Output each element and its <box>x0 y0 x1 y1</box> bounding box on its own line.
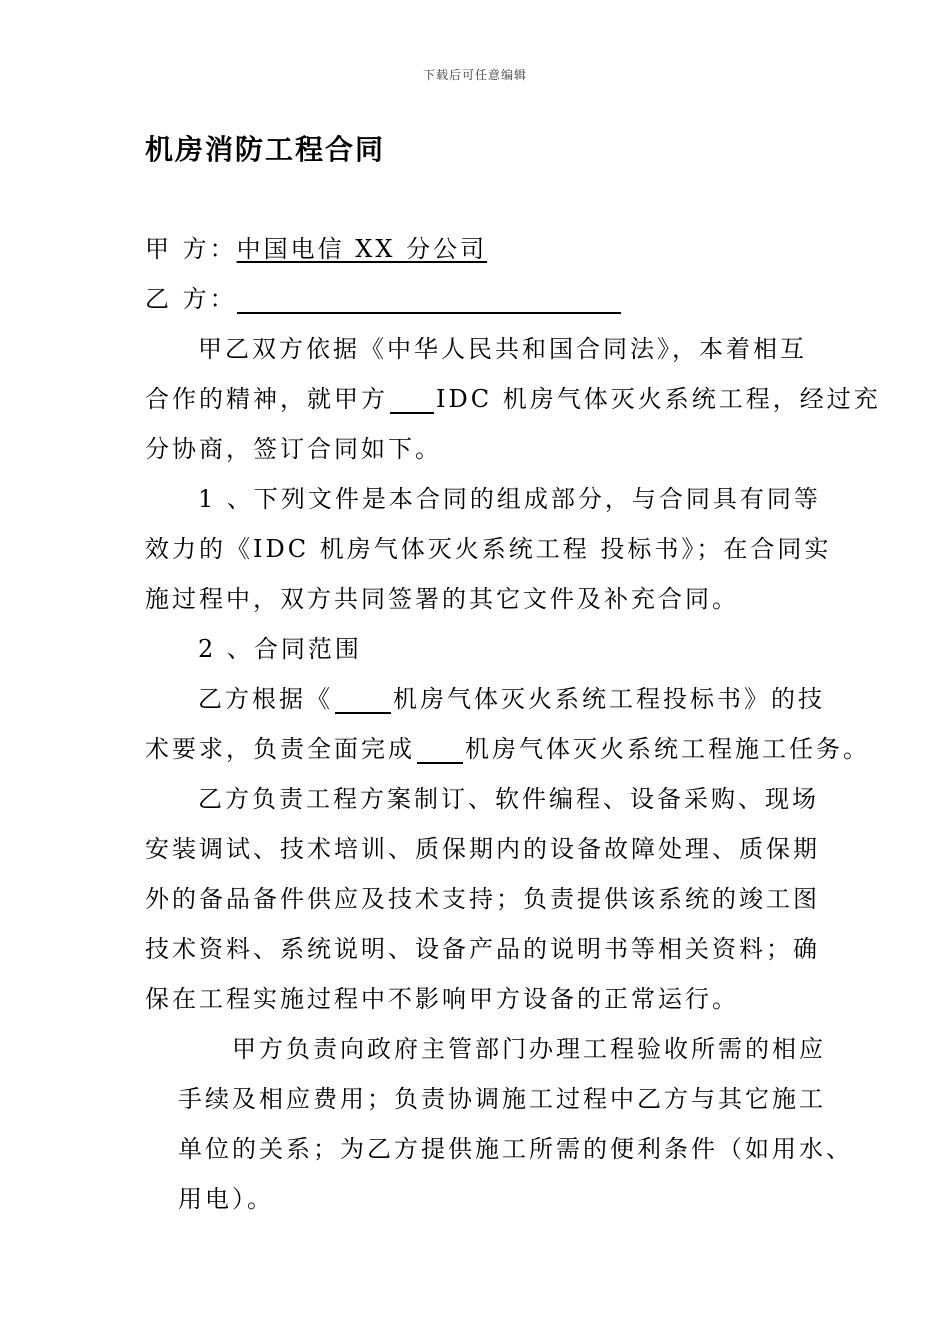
party-b-line <box>145 284 621 314</box>
section2-p1-line-2-b: 机房气体灭火系统工程施工任务。 <box>465 735 870 763</box>
section1-line-3: 施过程中，双方共同签署的其它文件及补充合同。 <box>145 585 739 613</box>
section2-p2-line-5: 保在工程实施过程中不影响甲方设备的正常运行。 <box>145 985 739 1013</box>
section2-p1-line-2 <box>145 734 870 764</box>
section1-line-2: 效力的《IDC 机房气体灭火系统工程 投标书》；在合同实 <box>145 535 832 563</box>
party-a-label: 甲 方： <box>145 235 237 263</box>
intro-line-2 <box>145 384 881 414</box>
section2-p3-line-2: 手续及相应费用；负责协调施工过程中乙方与其它施工 <box>178 1085 826 1113</box>
intro-line-2-b: IDC 机房气体灭火系统工程，经过充 <box>436 385 881 413</box>
party-a-value: 中国电信 XX 分公司 <box>236 235 488 263</box>
party-b-blank <box>237 290 621 314</box>
section2-blank-1 <box>335 690 391 714</box>
section2-p1-line-1 <box>198 684 825 714</box>
party-a-line <box>145 234 487 264</box>
section2-p2-line-2: 安装调试、技术培训、质保期内的设备故障处理、质保期 <box>145 835 820 863</box>
intro-line-2-a: 合作的精神，就甲方 <box>145 385 388 413</box>
section2-p1-line-2-a: 术要求，负责全面完成 <box>145 735 415 763</box>
document-title: 机房消防工程合同 <box>145 133 386 166</box>
section2-p1-line-1-b: 机房气体灭火系统工程投标书》的技 <box>393 685 825 713</box>
section2-p3-line-3: 单位的关系；为乙方提供施工所需的便利条件（如用水、 <box>178 1135 853 1163</box>
section2-p2-line-1: 乙方负责工程方案制订、软件编程、设备采购、现场 <box>198 785 819 813</box>
section2-p2-line-3: 外的备品备件供应及技术支持；负责提供该系统的竣工图 <box>145 885 820 913</box>
section2-p3-line-1: 甲方负责向政府主管部门办理工程验收所需的相应 <box>232 1035 826 1063</box>
section2-p2-line-4: 技术资料、系统说明、设备产品的说明书等相关资料；确 <box>145 935 820 963</box>
header-note: 下载后可任意编辑 <box>422 68 527 82</box>
intro-blank <box>390 390 434 414</box>
intro-line-3: 分协商，签订合同如下。 <box>145 435 442 463</box>
section2-p1-line-1-a: 乙方根据《 <box>198 685 333 713</box>
intro-line-1: 甲乙双方依据《中华人民共和国合同法》，本着相互 <box>198 335 807 363</box>
section2-heading: 2 、合同范围 <box>198 635 362 663</box>
section2-p3-line-4: 用电）。 <box>178 1185 274 1213</box>
section2-blank-2 <box>417 740 463 764</box>
section1-line-1: 1 、下列文件是本合同的组成部分，与合同具有同等 <box>198 485 821 513</box>
party-b-label: 乙 方： <box>145 285 237 313</box>
